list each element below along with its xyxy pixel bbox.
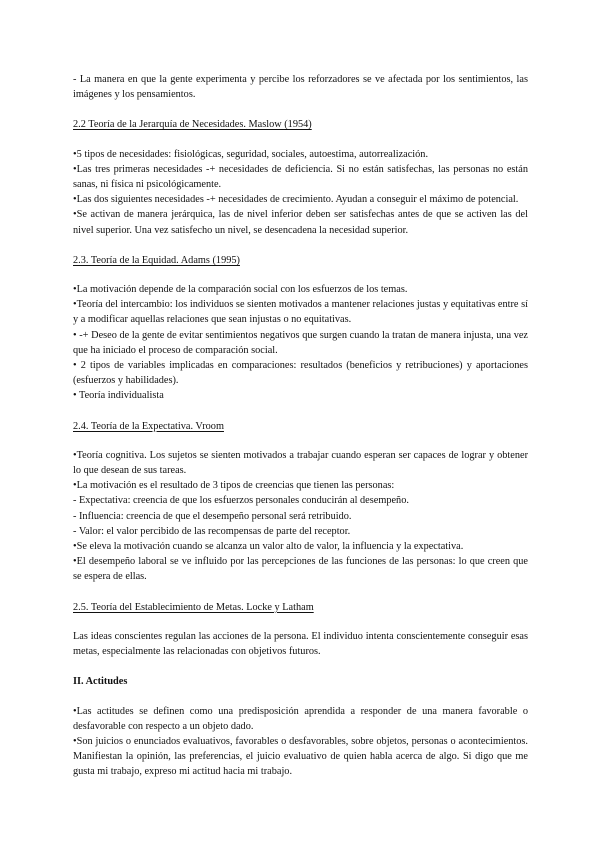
locke-paragraph: Las ideas conscientes regulan las acciones de la persona. El individuo intenta conscientemente conseguir esas metas, especialmente las relacionadas con objetivos futuros. [73,630,528,658]
actitudes-heading: II. Actitudes [73,676,128,688]
list-item: •Las dos siguientes necesidades -+ necesidades de crecimiento. Ayudan a conseguir el máximo de potencial. [73,194,519,206]
list-item: • Teoría individualista [73,390,164,402]
list-item: •Las actitudes se definen como una predisposición aprendida a responder de una manera favorable o desfavorable con respecto a un objeto dado. [73,705,528,732]
maslow-list [73,147,528,238]
list-item: •El desempeño laboral se ve influido por las percepciones de las funciones de las personas: lo que creen que se espera de ellas. [73,556,528,583]
vroom-heading: 2.4. Teoría de la Expectativa. Vroom [73,420,224,432]
adams-list [73,282,528,404]
locke-heading: 2.5. Teoría del Establecimiento de Metas. Locke y Latham [73,601,314,613]
actitudes-list [73,704,528,780]
list-item: •La motivación depende de la comparación social con los esfuerzos de los temas. [73,284,408,296]
intro-line: - La manera en que la gente experimenta y percibe los reforzadores se ve afectada por los sentimientos, las imágenes y los pensamientos. [73,74,528,101]
list-item: - Influencia: creencia de que el desempeño personal será retribuido. [73,510,352,522]
vroom-list [73,448,528,585]
list-item: - Valor: el valor percibido de las recompensas de parte del receptor. [73,525,351,537]
list-item: • 2 tipos de variables implicadas en comparaciones: resultados (beneficios y retribuciones) y aportaciones (esfuerzos y habilidades). [73,360,528,387]
list-item: •Teoría del intercambio: los individuos se sienten motivados a mantener relaciones justas y equitativas entre sí y a modificar aquellas relaciones que sean injustas o no equitativas. [73,299,528,326]
list-item: •Las tres primeras necesidades -+ necesidades de deficiencia. Si no están satisfechas, las personas no están sanas, ni física ni psicológicamente. [73,163,528,191]
list-item: •Son juicios o enunciados evaluativos, favorables o desfavorables, sobre objetos, personas o acontecimientos. Manifiestan la opinión, las preferencias, el juicio evaluativo de quien habla acerca de algo. Si digo que me gusta mi trabajo, expreso mi actitud hacia mi trabajo. [73,735,528,778]
list-item: •5 tipos de necesidades: fisiológicas, seguridad, sociales, autoestima, autorrealización. [73,148,429,160]
list-item: •Teoría cognitiva. Los sujetos se sienten motivados a trabajar cuando esperan ser capaces de lograr y obtener lo que desean de sus tareas. [73,449,528,477]
adams-heading: 2.3. Teoría de la Equidad. Adams (1995) [73,254,240,266]
document-page [73,72,528,780]
list-item: •Se activan de manera jerárquica, las de nivel inferior deben ser satisfechas antes de que se activen las del nivel superior. Una vez satisfecho un nivel, se desencadena la necesidad superior. [73,209,528,236]
maslow-heading: 2.2 Teoría de la Jerarquía de Necesidades. Maslow (1954) [73,119,312,131]
list-item: • -+ Deseo de la gente de evitar sentimientos negativos que surgen cuando la tratan de manera injusta, una vez que ha iniciado el proceso de comparación social. [73,329,528,356]
list-item: •La motivación es el resultado de 3 tipos de creencias que tienen las personas: [73,480,395,492]
list-item: •Se eleva la motivación cuando se alcanza un valor alto de valor, la influencia y la expectativa. [73,541,464,553]
list-item: - Expectativa: creencia de que los esfuerzos personales conducirán al desempeño. [73,495,409,507]
